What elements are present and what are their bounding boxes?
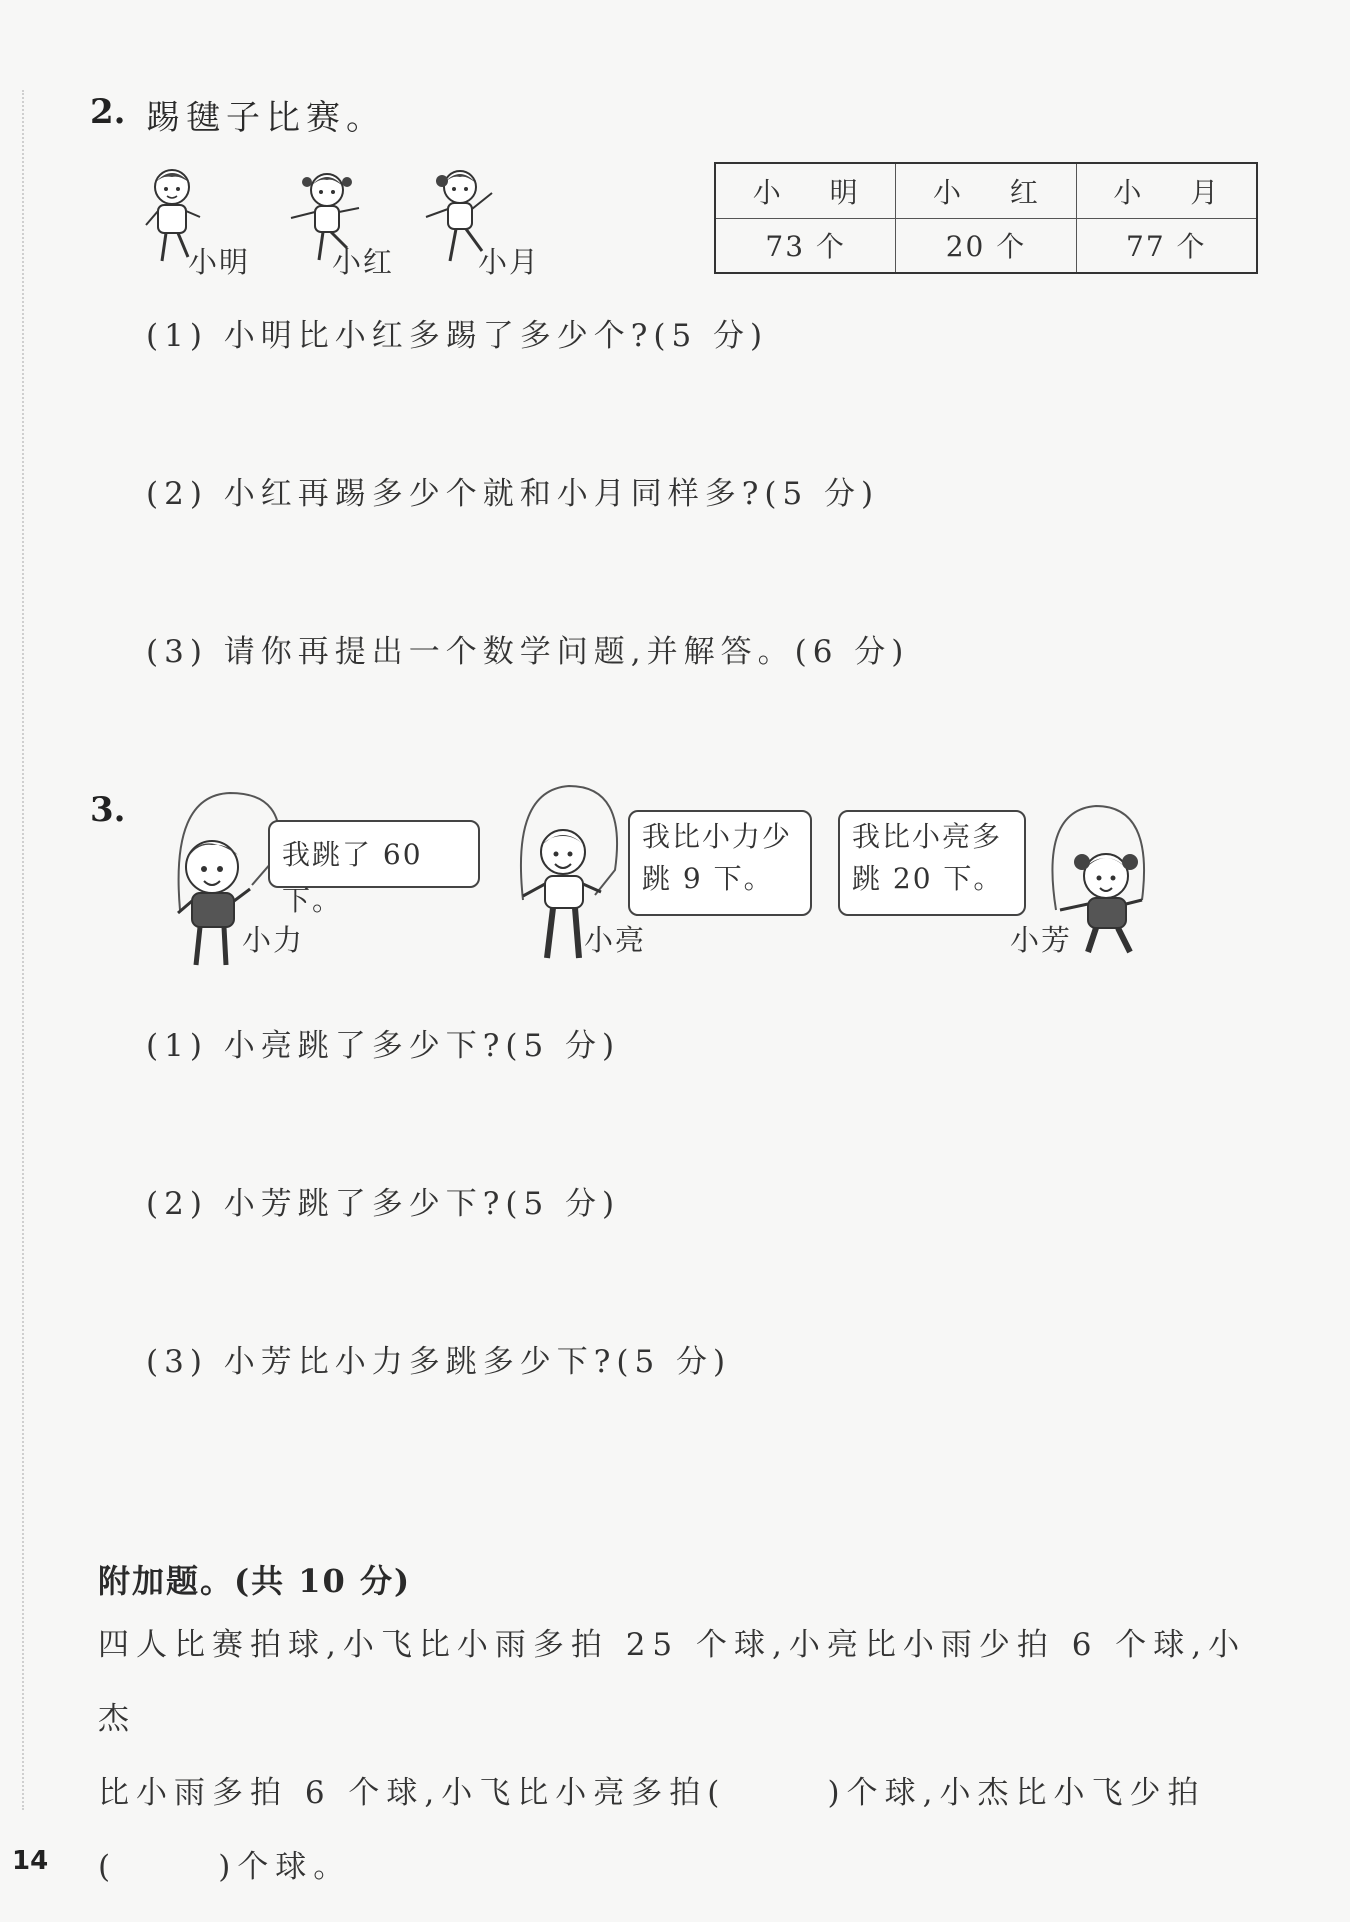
question-3-number: 3. bbox=[90, 790, 126, 830]
speech-bubble-xiaoliang-line-1: 我比小力少 bbox=[642, 820, 793, 853]
question-3-part-1: (1) 小亮跳了多少下?(5 分) bbox=[146, 1028, 621, 1064]
question-2-part-3: (3) 请你再提出一个数学问题,并解答。(6 分) bbox=[146, 634, 910, 670]
speech-bubble-xiaofang-line-1: 我比小亮多 bbox=[852, 820, 1003, 853]
question-3-part-3: (3) 小芳比小力多跳多少下?(5 分) bbox=[146, 1344, 732, 1380]
bonus-question-title: 附加题。(共 10 分) bbox=[98, 1562, 412, 1600]
page-margin-line bbox=[22, 90, 24, 1810]
table-value-xiaoyue: 77 个 bbox=[1076, 218, 1257, 273]
shuttlecock-score-table bbox=[714, 162, 1258, 274]
bonus-question-line-3: ( )个球。 bbox=[98, 1849, 352, 1885]
question-3-part-2: (2) 小芳跳了多少下?(5 分) bbox=[146, 1186, 621, 1222]
speech-bubble-xiaoliang-line-2: 跳 9 下。 bbox=[642, 862, 774, 895]
speech-bubble-xiaoli bbox=[268, 820, 480, 917]
kid-name-xiaoyue: 小月 bbox=[478, 245, 541, 279]
speech-bubble-xiaoliang bbox=[628, 810, 812, 916]
kid-name-xiaofang: 小芳 bbox=[1010, 923, 1073, 957]
page-number: 14 bbox=[12, 1846, 49, 1876]
table-value-xiaohong: 20 个 bbox=[896, 218, 1076, 273]
kid-name-xiaohong: 小红 bbox=[332, 245, 395, 279]
question-2-title: 踢毽子比赛。 bbox=[146, 98, 386, 138]
speech-bubble-xiaofang-line-2: 跳 20 下。 bbox=[852, 862, 1004, 895]
kid-name-xiaoli: 小力 bbox=[242, 923, 305, 957]
table-header-xiaohong: 小 红 bbox=[896, 163, 1076, 218]
question-2-part-2: (2) 小红再踢多少个就和小月同样多?(5 分) bbox=[146, 476, 880, 512]
table-header-xiaoming: 小 明 bbox=[715, 163, 896, 218]
kid-name-xiaoliang: 小亮 bbox=[584, 923, 647, 957]
speech-bubble-xiaoli-text: 我跳了 60 下。 bbox=[282, 838, 423, 917]
table-header-xiaoyue: 小 月 bbox=[1076, 163, 1257, 218]
bonus-question-line-2: 比小雨多拍 6 个球,小飞比小亮多拍( )个球,小杰比小飞少拍 bbox=[98, 1775, 1206, 1811]
question-2-number: 2. bbox=[90, 92, 126, 132]
question-2-part-1: (1) 小明比小红多踢了多少个?(5 分) bbox=[146, 318, 769, 354]
table-value-xiaoming: 73 个 bbox=[715, 218, 896, 273]
bonus-question-text bbox=[98, 1608, 1268, 1904]
kid-name-xiaoming: 小明 bbox=[188, 245, 251, 279]
bonus-question-line-1: 四人比赛拍球,小飞比小雨多拍 25 个球,小亮比小雨少拍 6 个球,小杰 bbox=[98, 1627, 1247, 1737]
speech-bubble-xiaofang bbox=[838, 810, 1026, 916]
